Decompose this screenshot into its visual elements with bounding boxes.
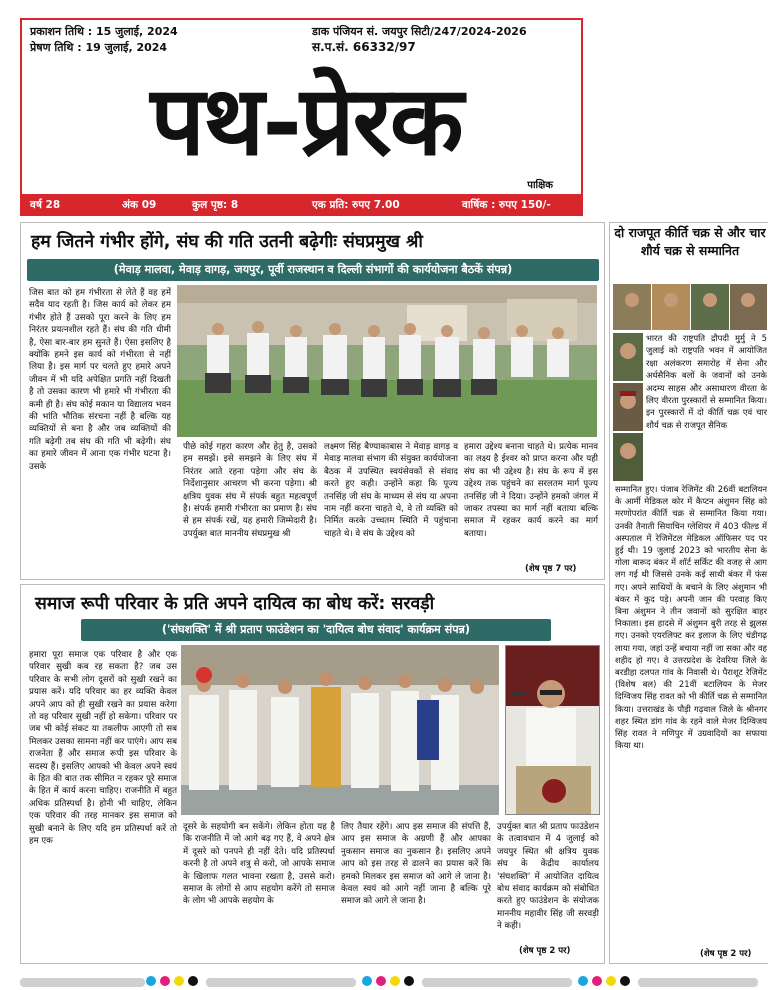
year-label: वर्ष 28 <box>30 199 61 211</box>
continued-label: (शेष पृष्ठ 7 पर) <box>525 564 577 574</box>
article-column: हमारा पूरा समाज एक परिवार है और एक परिवार सुखी कब रह सकता है? जब उस परिवार के सभी लोग दूसरों को सुखी रखने का प्रयास करें। यदि परिवार का हर व्यक्ति केवल अपने आप को ही सुखी रखने का प्रयास करेगा तो वह परिवार सुखी नहीं हो सकेगा। परिवार पर जब भी कोई संकट या तकलीफ आएगी तो सब मिलकर उसका सामना नहीं कर पाएंगे। आप सब राजनेता हैं और समाज रूपी इस परिवार के सदस्य हैं। इसलिए आपको भी केवल अपने स्वयं के हित की बात तक सीमित न रहकर पूरे समाज के हित में कार्य करना चाहिए। राजनीति में बहुत अधिक प्रतिस्पर्धा है। होनी भी चाहिए, लेकिन एक परिवार की तरह मानकर इस समाज को सुखी बनाने के लिए यदि हम प्रतिस्पर्धा करें तो हम एक <box>29 650 177 847</box>
publish-date: प्रकाशन तिथि : 15 जुलाई, 2024 <box>30 25 178 38</box>
cyan-dot <box>362 976 372 986</box>
print-stripe <box>638 978 758 987</box>
article-column: उपर्युक्त बात श्री प्रताप फाउंडेशन के तत्वावधान में 4 जुलाई को जयपुर स्थित श्री क्षत्रिय युवक संघ के केंद्रीय कार्यालय 'संघशक्ति' में आयोजित दायित्व बोध संवाद कार्यक्रम को संबोधित करते हुए फाउंडेशन के संयोजक माननीय महावीर सिंह जी सरवड़ी ने कही। <box>497 822 599 932</box>
pages-label: कुल पृष्ठ: 8 <box>192 199 239 211</box>
speaker-photo <box>505 645 600 815</box>
frequency-label: पाक्षिक <box>527 180 553 191</box>
black-dot <box>404 976 414 986</box>
article-subhead: (मेवाड़ मालवा, मेवाड़ वागड़, जयपुर, पूर्वी राजस्थान व दिल्ली संभागों की कार्ययोजना बैठकें संपन्न) <box>27 259 599 281</box>
masthead <box>20 18 583 216</box>
article-column: हमारा उद्देश्य बनाना चाहते थे। प्रत्येक मानव का लक्ष्य है ईश्वर को प्राप्त करना और यही संघ का भी उद्देश्य है। संघ के रूप में इस उद्देश्य तक पहुंचने का सरलतम मार्ग पूज्य तनसिंह जी ने दिया। उन्होंने हमको जंगल में जाकर तपस्या का मार्ग नहीं बताया बल्कि समाज में रहकर कार्य करने का मार्ग बताया। <box>464 442 598 539</box>
postal-registration: डाक पंजियन सं. जयपुर सिटी/247/2024-2026 <box>312 25 527 38</box>
article-column: लिए तैयार रहेंगे। आप इस समाज की संपत्ति हैं, आप इस समाज के अग्रणी हैं और आपका नुकसान समाज का नुकसान है। इसलिए अपने आप को इस तरह से ढालने का प्रयास करें कि हमको मिलकर इस समाज को आगे ले जाना है। केवल स्वयं को आगे नहीं जाना है बल्कि पूरे समाज को आगे ले जाना है। <box>341 822 491 907</box>
sidebar-intro: भारत की राष्ट्रपति द्रौपदी मुर्मु ने 5 जुलाई को राष्ट्रपति भवन में आयोजित रक्षा अलंकरण समारोह में सेना और अर्धसैनिक बलों के जवानों को उनके अदम्य साहस और असाधारण वीरता के लिए वीरता पुरस्कारों से सम्मानित किया। इन पुरस्कारों में दो कीर्ति चक्र एवं चार शौर्य चक्र से राजपूत सैनिक <box>646 333 767 430</box>
newspaper-title: पथ-प्रेरक <box>150 64 462 177</box>
cyan-dot <box>146 976 156 986</box>
issue-info-bar <box>22 194 581 216</box>
black-dot <box>620 976 630 986</box>
sidebar-headline: दो राजपूत कीर्ति चक्र से और चार शौर्य चक्र से सम्मानित <box>614 225 766 258</box>
yellow-dot <box>390 976 400 986</box>
article-headline: समाज रूपी परिवार के प्रति अपने दायित्व का बोध करें: सरवड़ी <box>35 594 435 614</box>
article-sangh-box <box>20 222 605 580</box>
price-label: एक प्रति: रुपए 7.00 <box>312 199 400 211</box>
article-sarwadi-box <box>20 584 605 964</box>
article-column: लक्ष्मण सिंह बैण्याकाबास ने मेवाड़ वागड़ व मेवाड़ मालवा संभाग की संयुक्त कार्ययोजना बैठक में उपस्थित स्वयंसेवकों से संवाद करते हुए कही। उन्होंने कहा कि पूज्य तनसिंह जी संघ के माध्यम से संघ या अपना नाम नहीं करना चाहते थे, वे तो व्यक्ति को निर्मित करके उच्चतम स्थिति में पहुंचाना चाहते थे। वे संघ के उद्देश्य को <box>324 442 458 539</box>
dispatch-date: प्रेषण तिथि : 19 जुलाई, 2024 <box>30 41 168 54</box>
rni-number: स.प.सं. 66332/97 <box>312 40 416 54</box>
print-stripe <box>20 978 145 987</box>
print-stripe <box>422 978 572 987</box>
event-photo <box>181 645 499 815</box>
issue-label: अंक 09 <box>122 199 157 211</box>
magenta-dot <box>376 976 386 986</box>
yellow-dot <box>174 976 184 986</box>
award-photo-group <box>613 284 767 330</box>
article-column: जिस बात को हम गंभीरता से लेते हैं वह हमें सदैव याद रहती है। जिस कार्य को लेकर हम गंभीर होते हैं उसको पूरा करने के लिए हम निरंतर प्रयत्नशील रहते हैं। संघ की गति धीमी है, ऐसा बार-बार हम सुनते हैं। ऐसा इसलिए है क्योंकि हमने इस कार्य को गंभीरता से नहीं लिया है। इस मार्ग पर चलते हुए हमारे अपने जीवन में भी यदि अपेक्षित प्रगति नहीं दिखती है तो उसका कारण भी हमारे भी गंभीरता की कमी ही है। संघ कोई मकान या विद्यालय भवन की भांति भौतिक संरचना नहीं है बल्कि यह व्यक्तियों से बना है और जब व्यक्तियों की गति बढ़ेगी तब संघ की गति भी बढ़ेगी। संघ का हमारे जीवन में आना एक गंभीर घटना है। उसके <box>29 288 171 472</box>
print-stripe <box>206 978 356 987</box>
magenta-dot <box>160 976 170 986</box>
article-column: दूसरे के सहयोगी बन सकेंगे। लेकिन होता यह है कि राजनीति में जो आगे बढ़ गए हैं, वे अपने क्षेत्र में दूसरे को पनपने ही नहीं देते। यदि प्रतिस्पर्धा करनी है तो अपने शत्रु से करो, जो आपके समाज के खिलाफ गलत भावना रखता है, उससे करो। समाज के लोगों से आप सहयोग करेंगे तो समाज के लोग भी आपके सहयोग के <box>183 822 335 907</box>
cyan-dot <box>578 976 588 986</box>
yellow-dot <box>606 976 616 986</box>
soldier-photo <box>613 333 643 481</box>
magenta-dot <box>592 976 602 986</box>
annual-price-label: वार्षिक : रुपए 150/- <box>462 199 551 211</box>
continued-label: (शेष पृष्ठ 2 पर) <box>519 946 571 956</box>
meeting-photo <box>177 285 597 437</box>
article-subhead: ('संघशक्ति' में श्री प्रताप फाउंडेशन का 'दायित्व बोध संवाद' कार्यक्रम संपन्न) <box>81 619 551 641</box>
article-headline: हम जितने गंभीर होंगे, संघ की गति उतनी बढ़ेगीः संघप्रमुख श्री <box>31 232 423 252</box>
sidebar-body: सम्मानित हुए। पंजाब रेजिमेंट की 26वीं बटालियन के आर्मी मेडिकल कोर में कैप्टन अंशुमन सिंह को मरणोपरांत कीर्ति चक्र से सम्मानित किया गया। उनकी तैनाती सियाचिन ग्लेशियर में 403 फील्ड में अस्पताल में रेजिमेंटल मेडिकल ऑफिसर पद पर हुई थी। 19 जुलाई 2023 को भारतीय सेना के गोला बारूद बंकर में शॉर्ट सर्किट की वजह से आग लग गई थी जिससे उनके कई साथी बंकर में फंस गए। अपने साथियों के बचाने के लिए अंशुमान भी बंकर में कूद पड़े। अपनी जान की परवाह किए बिना अंशुमन ने तीन जवानों को सुरक्षित बाहर निकाला। इस हादसे में अंशुमन बुरी तरह से झुलस गए। उनको एयरलिफ्ट कर इलाज के लिए चंडीगढ़ लाया गया, जहां उन्हें बचाया नहीं जा सका और वह शहीद हो गए। वे उत्तरप्रदेश के देवरिया जिले के बरडीहा दलपत गांव के निवासी थे। पैराशूट रेजिमेंट (विशेष बल) की 21वीं बटालियन के मेजर दिग्विजय सिंह रावत को भी कीर्ति चक्र से सम्मानित किया। उत्तराखंड के पौड़ी गढ़वाल जिले के श्रीनगर शहर स्थित डांग गांव के रहने वाले मेजर दिग्विजय सिंह रावत ने मणिपुर में उग्रवादियों का सफाया किया था। <box>615 484 767 751</box>
black-dot <box>188 976 198 986</box>
continued-label: (शेष पृष्ठ 2 पर) <box>700 949 752 959</box>
article-column: पीछे कोई गहरा कारण और हेतु है, उसको हम समझें। इसे समझने के लिए संघ में निरंतर आते रहना पड़ेगा और संघ के निर्देशानुसार आचरण भी करना पड़ेगा। श्री क्षत्रिय युवक संघ में संपर्क बहुत महत्वपूर्ण है। संपर्क हमारी गंभीरता का प्रमाण है। संघ से हम संपर्क रखें, यह हमारी जिम्मेदारी है। उपर्युक्त बात माननीय संघप्रमुख श्री <box>183 442 317 539</box>
newspaper-page <box>10 10 767 978</box>
